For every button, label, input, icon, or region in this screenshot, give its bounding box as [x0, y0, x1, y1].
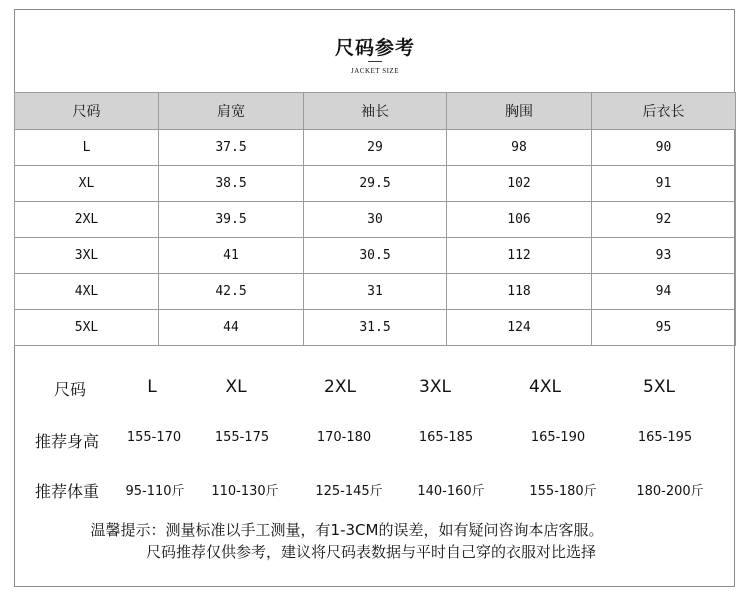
table-row	[15, 310, 736, 346]
recommend-size: 4XL	[529, 377, 561, 397]
page-title: 尺码参考	[334, 37, 415, 59]
size-table-header	[15, 93, 736, 130]
table-cell: 5XL	[15, 310, 159, 346]
recommend-height: 155-170	[126, 430, 182, 445]
table-cell: 39.5	[159, 202, 304, 238]
size-table	[14, 92, 736, 346]
table-cell: 38.5	[159, 166, 304, 202]
recommend-size: 3XL	[419, 377, 451, 397]
recommend-height-row	[14, 430, 735, 450]
recommend-height: 165-185	[418, 430, 474, 445]
recommend-weight-label: 推荐体重	[35, 482, 100, 501]
table-cell: 124	[447, 310, 592, 346]
table-row	[15, 202, 736, 238]
table-cell: 90	[592, 130, 736, 166]
column-header-sleeve: 袖长	[304, 93, 447, 130]
table-cell: 93	[592, 238, 736, 274]
table-row	[15, 166, 736, 202]
table-row	[15, 130, 736, 166]
column-header-length: 后衣长	[592, 93, 736, 130]
recommend-weight: 125-145斤	[315, 484, 383, 499]
table-row	[15, 238, 736, 274]
recommend-height-label: 推荐身高	[35, 432, 100, 451]
table-cell: 102	[447, 166, 592, 202]
tip-note-line2: 尺码推荐仅供参考，建议将尺码表数据与平时自己穿的衣服对比选择	[145, 543, 596, 561]
column-header-shoulder: 肩宽	[159, 93, 304, 130]
recommend-weight: 110-130斤	[211, 484, 279, 499]
table-cell: 112	[447, 238, 592, 274]
table-cell: 3XL	[15, 238, 159, 274]
table-cell: L	[15, 130, 159, 166]
table-cell: 92	[592, 202, 736, 238]
recommend-size: L	[147, 377, 157, 397]
recommend-height: 165-190	[530, 430, 586, 445]
table-cell: XL	[15, 166, 159, 202]
table-cell: 98	[447, 130, 592, 166]
table-cell: 29.5	[304, 166, 447, 202]
table-cell: 4XL	[15, 274, 159, 310]
recommend-size: 5XL	[643, 377, 675, 397]
column-header-size: 尺码	[15, 93, 159, 130]
recommend-height: 170-180	[316, 430, 372, 445]
table-cell: 95	[592, 310, 736, 346]
table-cell: 41	[159, 238, 304, 274]
table-cell: 30	[304, 202, 447, 238]
table-cell: 118	[447, 274, 592, 310]
page-subtitle: JACKET SIZE	[351, 67, 399, 75]
table-cell: 37.5	[159, 130, 304, 166]
recommend-weight: 180-200斤	[636, 484, 704, 499]
recommend-weight: 95-110斤	[125, 484, 185, 499]
recommend-size-label: 尺码	[54, 380, 87, 399]
table-cell: 42.5	[159, 274, 304, 310]
table-cell: 30.5	[304, 238, 447, 274]
recommend-height: 165-195	[637, 430, 693, 445]
column-header-chest: 胸围	[447, 93, 592, 130]
table-cell: 94	[592, 274, 736, 310]
recommend-weight: 155-180斤	[529, 484, 597, 499]
table-cell: 2XL	[15, 202, 159, 238]
table-cell: 29	[304, 130, 447, 166]
recommend-weight: 140-160斤	[417, 484, 485, 499]
recommend-weight-row	[14, 480, 735, 500]
table-cell: 31	[304, 274, 447, 310]
table-row	[15, 274, 736, 310]
recommend-size-row	[14, 377, 735, 401]
table-cell: 91	[592, 166, 736, 202]
title-divider	[368, 61, 382, 62]
recommend-height: 155-175	[214, 430, 270, 445]
recommend-size: 2XL	[324, 377, 356, 397]
table-cell: 44	[159, 310, 304, 346]
recommend-size: XL	[225, 377, 247, 397]
table-cell: 106	[447, 202, 592, 238]
tip-note-line1: 温馨提示：测量标准以手工测量，有1-3CM的误差，如有疑问咨询本店客服。	[90, 521, 604, 539]
table-cell: 31.5	[304, 310, 447, 346]
